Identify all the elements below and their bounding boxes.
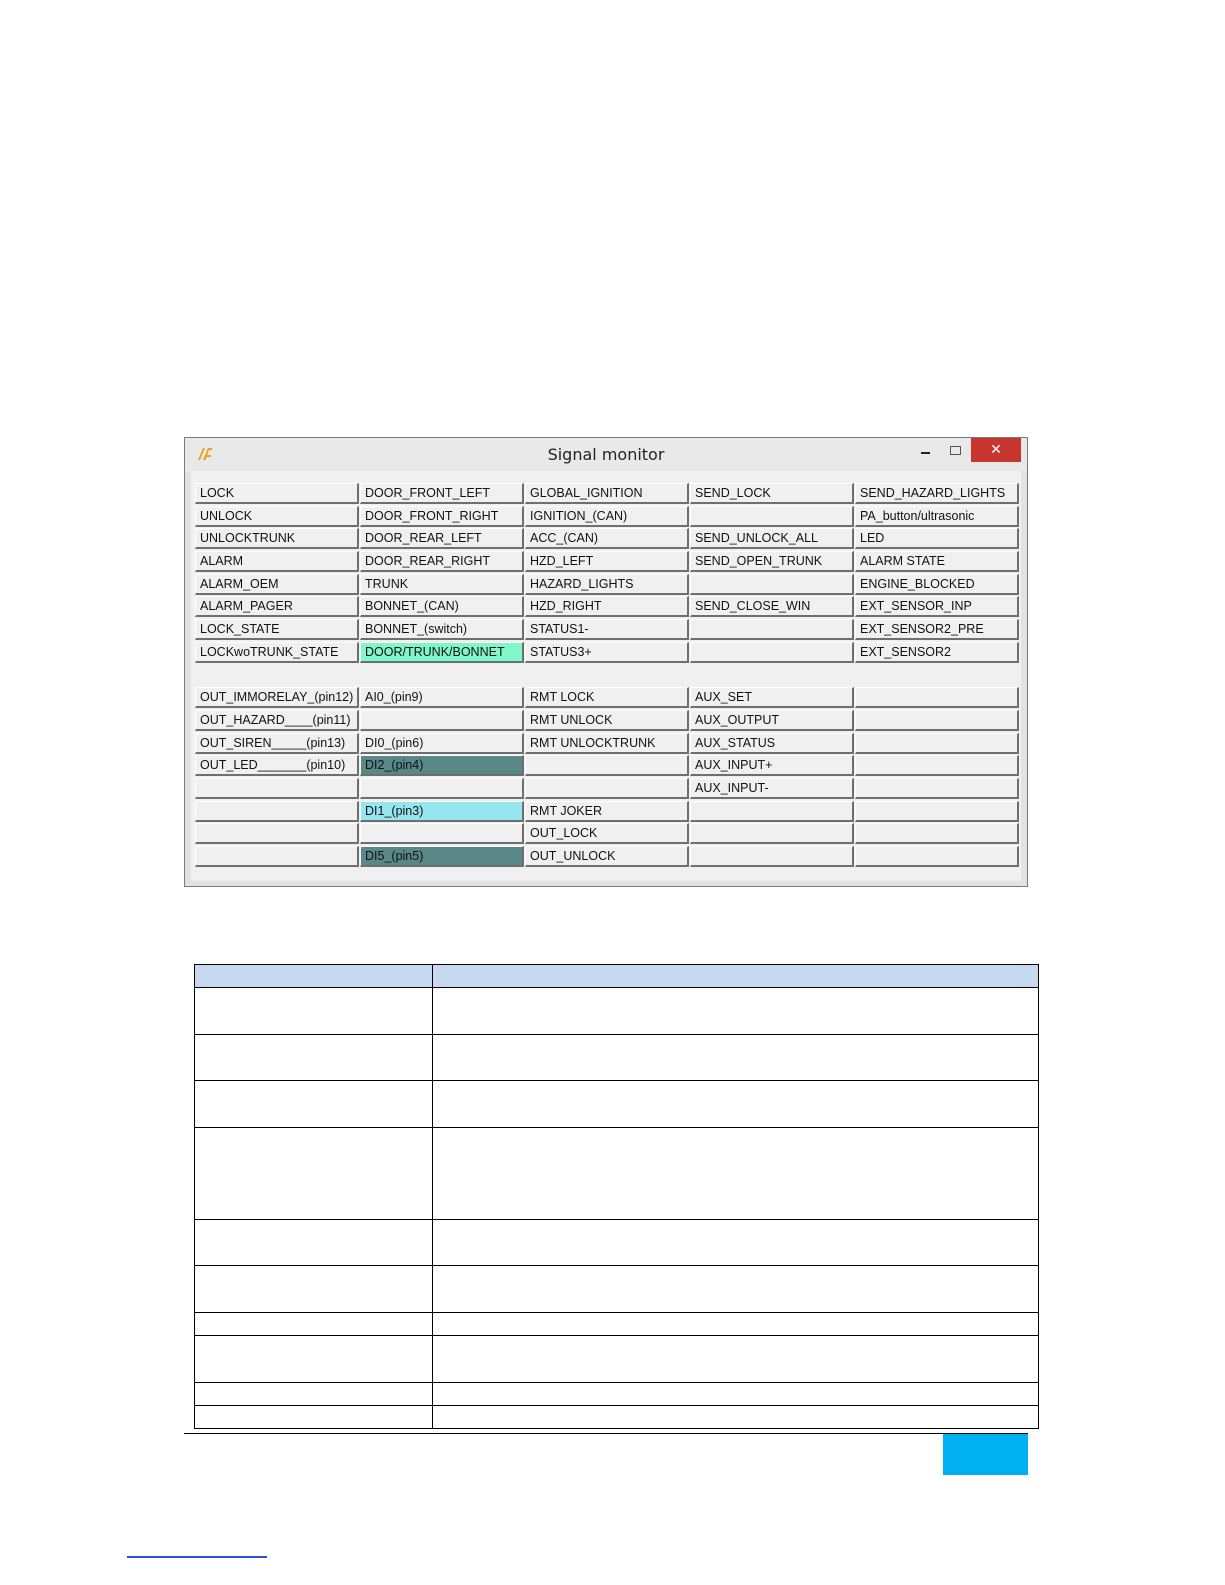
signal-cell[interactable] [525,755,689,776]
signal-cell[interactable] [360,710,524,731]
signal-cell[interactable]: ACC_(CAN) [525,528,689,549]
signal-cell[interactable]: UNLOCK [195,506,359,527]
window-title: Signal monitor [547,445,665,464]
signal-cell-active[interactable]: DI5_(pin5) [360,846,524,867]
signal-cell[interactable]: UNLOCKTRUNK [195,528,359,549]
signal-cell[interactable]: BONNET_(CAN) [360,596,524,617]
table-cell [433,1081,1039,1128]
signal-cell[interactable]: HZD_RIGHT [525,596,689,617]
group-spacer [690,665,854,686]
signal-cell[interactable]: SEND_HAZARD_LIGHTS [855,483,1019,504]
signal-cell[interactable]: SEND_LOCK [690,483,854,504]
maximize-icon[interactable] [943,438,967,462]
signal-cell[interactable] [690,642,854,663]
footer-divider [184,1433,1028,1434]
signal-cell[interactable] [855,778,1019,799]
table-cell [195,1313,433,1336]
table-header-row [195,965,1039,988]
signal-cell[interactable]: AUX_SET [690,687,854,708]
signal-cell[interactable]: AI0_(pin9) [360,687,524,708]
table-cell [195,988,433,1035]
signal-cell[interactable]: RMT UNLOCK [525,710,689,731]
signal-cell[interactable] [855,801,1019,822]
signal-cell[interactable]: AUX_OUTPUT [690,710,854,731]
signal-cell[interactable]: ALARM [195,551,359,572]
signal-cell[interactable] [855,733,1019,754]
close-icon[interactable]: ✕ [971,438,1021,462]
table-row [195,1035,1039,1081]
signal-cell-active[interactable]: DI2_(pin4) [360,755,524,776]
signal-cell[interactable]: OUT_LED_______(pin10) [195,755,359,776]
signal-cell[interactable]: BONNET_(switch) [360,619,524,640]
table-cell [195,1266,433,1313]
signal-cell[interactable]: LED [855,528,1019,549]
signal-cell[interactable]: SEND_CLOSE_WIN [690,596,854,617]
signal-cell[interactable]: LOCKwoTRUNK_STATE [195,642,359,663]
signal-cell[interactable] [690,574,854,595]
signal-cell-active[interactable]: DI1_(pin3) [360,801,524,822]
signal-cell[interactable]: DOOR_FRONT_RIGHT [360,506,524,527]
table-header-cell [195,965,433,988]
table-row [195,1081,1039,1128]
table-row [195,1128,1039,1220]
signal-cell[interactable]: OUT_IMMORELAY_(pin12) [195,687,359,708]
signal-cell[interactable]: SEND_UNLOCK_ALL [690,528,854,549]
signal-cell[interactable] [195,846,359,867]
table-cell [195,1406,433,1429]
signal-cell[interactable]: AUX_INPUT+ [690,755,854,776]
table-row [195,1336,1039,1383]
signal-cell[interactable]: ALARM_PAGER [195,596,359,617]
table-cell [433,1266,1039,1313]
table-cell [195,1081,433,1128]
signal-cell[interactable] [525,778,689,799]
table-cell [433,988,1039,1035]
signal-cell[interactable] [855,710,1019,731]
signal-cell[interactable]: ALARM_OEM [195,574,359,595]
signal-cell[interactable]: DOOR_REAR_RIGHT [360,551,524,572]
signal-cell[interactable] [690,506,854,527]
signal-cell[interactable]: TRUNK [360,574,524,595]
group-spacer [855,665,1019,686]
signal-cell[interactable] [690,846,854,867]
signal-cell[interactable]: DOOR_FRONT_LEFT [360,483,524,504]
table-header-cell [433,965,1039,988]
signal-cell[interactable] [360,778,524,799]
group-spacer [195,665,359,686]
signal-cell[interactable]: EXT_SENSOR2 [855,642,1019,663]
signal-grid [191,471,1021,881]
signal-cell[interactable]: OUT_UNLOCK [525,846,689,867]
table-cell [433,1313,1039,1336]
signal-cell[interactable]: HAZARD_LIGHTS [525,574,689,595]
table-cell [433,1336,1039,1383]
table-row [195,1383,1039,1406]
footer-link-underline[interactable] [127,1556,267,1558]
signal-cell[interactable] [855,755,1019,776]
table-cell [195,1220,433,1266]
table-cell [195,1336,433,1383]
table-row [195,1406,1039,1429]
table-row [195,1313,1039,1336]
signal-cell[interactable]: LOCK_STATE [195,619,359,640]
signal-cell[interactable]: OUT_HAZARD____(pin11) [195,710,359,731]
table-cell [433,1383,1039,1406]
signal-description-table [194,964,1039,1429]
signal-cell[interactable]: DOOR_REAR_LEFT [360,528,524,549]
signal-cell[interactable] [855,846,1019,867]
table-cell [195,1128,433,1220]
signal-cell[interactable]: AUX_STATUS [690,733,854,754]
signal-cell[interactable]: LOCK [195,483,359,504]
signal-cell[interactable]: ALARM STATE [855,551,1019,572]
signal-cell[interactable]: RMT JOKER [525,801,689,822]
table-cell [433,1128,1039,1220]
signal-column-4 [690,483,854,869]
group-spacer [525,665,689,686]
signal-cell[interactable]: OUT_LOCK [525,823,689,844]
signal-cell[interactable] [855,823,1019,844]
signal-cell[interactable] [195,778,359,799]
table-cell [433,1035,1039,1081]
signal-cell[interactable]: ENGINE_BLOCKED [855,574,1019,595]
signal-cell[interactable]: IGNITION_(CAN) [525,506,689,527]
signal-cell[interactable] [690,619,854,640]
signal-cell[interactable] [360,823,524,844]
signal-cell[interactable] [690,823,854,844]
signal-column-5 [855,483,1019,869]
signal-cell[interactable]: RMT UNLOCKTRUNK [525,733,689,754]
signal-monitor-window [184,437,1028,887]
signal-cell[interactable] [855,687,1019,708]
signal-cell[interactable]: RMT LOCK [525,687,689,708]
signal-cell-active[interactable]: DOOR/TRUNK/BONNET [360,642,524,663]
signal-column-3 [525,483,689,869]
signal-cell[interactable] [195,801,359,822]
minimize-icon[interactable] [913,438,937,462]
signal-cell[interactable]: EXT_SENSOR2_PRE [855,619,1019,640]
signal-cell[interactable]: SEND_OPEN_TRUNK [690,551,854,572]
table-row [195,1266,1039,1313]
table-cell [433,1406,1039,1429]
table-row [195,1220,1039,1266]
table-cell [195,1035,433,1081]
signal-cell[interactable]: STATUS3+ [525,642,689,663]
table-row [195,988,1039,1035]
signal-cell[interactable]: EXT_SENSOR_INP [855,596,1019,617]
signal-column-2 [360,483,524,869]
table-cell [433,1220,1039,1266]
signal-cell[interactable] [195,823,359,844]
signal-cell[interactable] [690,801,854,822]
signal-cell[interactable]: STATUS1- [525,619,689,640]
signal-cell[interactable]: HZD_LEFT [525,551,689,572]
signal-cell[interactable]: GLOBAL_IGNITION [525,483,689,504]
group-spacer [360,665,524,686]
title-bar[interactable] [185,438,1027,471]
signal-column-1 [195,483,359,869]
table-cell [195,1383,433,1406]
signal-cell[interactable]: AUX_INPUT- [690,778,854,799]
signal-cell[interactable]: DI0_(pin6) [360,733,524,754]
page-number-badge [943,1434,1028,1475]
signal-cell[interactable]: PA_button/ultrasonic [855,506,1019,527]
signal-cell[interactable]: OUT_SIREN_____(pin13) [195,733,359,754]
